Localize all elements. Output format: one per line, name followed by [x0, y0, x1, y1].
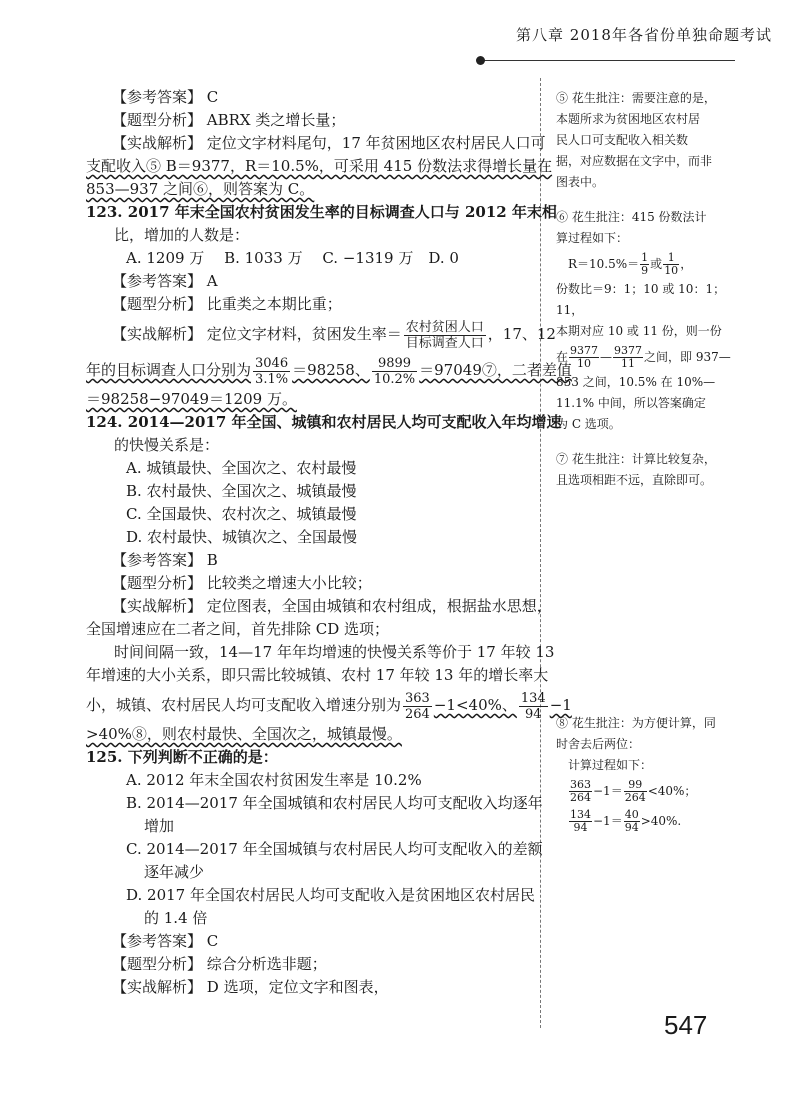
fraction-denominator: 94: [624, 821, 639, 834]
note-line: 853 之间，10.5% 在 10%—: [556, 375, 716, 389]
option-c-cont: 逐年减少: [144, 863, 205, 881]
option-c: C. 全国最快、农村次之、城镇最慢: [126, 505, 357, 523]
formula-fraction: [253, 356, 290, 387]
type-analysis: 【题型分析】 综合分析选非题；: [112, 955, 327, 973]
note-line: 份数比＝9：1；10 或 10：1；11，: [556, 282, 726, 317]
fraction-numerator: 363: [405, 690, 430, 706]
fraction-denominator: 264: [624, 791, 646, 804]
note-line: 本题所求为贫困地区农村居: [556, 112, 701, 126]
option-b: B. 农村最快、全国次之、城镇最慢: [126, 482, 357, 500]
answer-line: 【参考答案】 C: [112, 88, 219, 106]
note-5: [556, 88, 736, 193]
solution-line: 时间间隔一致，14—17 年年均增速的快慢关系等价于 17 年较 13: [114, 643, 555, 661]
note-text: 之间，即 937—: [644, 350, 731, 364]
fraction-numerator: 1: [641, 251, 649, 264]
option-a: A. 城镇最快、全国次之、农村最慢: [126, 459, 357, 477]
answer-line: 【参考答案】 B: [112, 551, 218, 569]
fraction-numerator: 9377: [570, 344, 599, 357]
note-line: 11.1% 中间，所以答案确定: [556, 396, 706, 410]
chapter-label: 第八章: [516, 26, 565, 44]
note-text: −1＝: [593, 814, 623, 828]
note-fraction: [569, 779, 592, 804]
fraction-denominator: 目标调查人口: [405, 335, 484, 351]
solution-text: ＝97049⑦，二者差值: [419, 361, 572, 379]
type-analysis: 【题型分析】 比重类之本期比重；: [112, 295, 342, 313]
solution-text: 【实战解析】 定位文字材料，贫困发生率＝: [112, 325, 402, 343]
solution-text: 小，城镇、农村居民人均可支配收入增速分别为: [86, 696, 402, 714]
solution-line: 支配收入⑤ B＝9377，R＝10.5%，可采用 415 份数法求得增长量在: [86, 157, 553, 175]
note-line: 计算过程如下：: [568, 758, 653, 772]
option-d-cont: 的 1.4 倍: [144, 909, 208, 927]
solution-line: >40%⑧，则农村最快、全国次之，城镇最慢。: [86, 725, 402, 743]
solution-line: 年增速的大小关系，即只需比较城镇、农村 17 年较 13 年的增长率大: [86, 666, 549, 684]
note-line: 图表中。: [556, 175, 605, 189]
note-formula: [556, 776, 736, 806]
solution-text: −1: [549, 696, 572, 714]
note-formula: [556, 806, 736, 836]
option-a: A. 2012 年末全国农村贫困发生率是 10.2%: [126, 771, 422, 789]
fraction-denominator: 3.1%: [255, 371, 289, 387]
fraction-numerator: 9899: [372, 356, 417, 372]
fraction-numerator: 134: [570, 808, 591, 821]
solution-text: ，17、12: [487, 325, 556, 343]
option-d: D. 2017 年全国农村居民人均可支配收入是贫困地区农村居民: [126, 886, 535, 904]
note-text: —: [600, 350, 613, 364]
option-d: D. 农村最快、城镇次之、全国最慢: [126, 528, 358, 546]
solution-text: −1<40%、: [433, 696, 517, 714]
fraction-numerator: 3046: [255, 355, 289, 371]
note-line: 算过程如下：: [556, 231, 629, 245]
fraction-denominator: 11: [621, 357, 636, 370]
fraction-denominator: 9: [641, 264, 649, 277]
note-line: ⑦ 花生批注：计算比较复杂，: [556, 452, 716, 466]
option-c: C. 2014—2017 年全国城镇与农村居民人均可支配收入的差额: [126, 840, 543, 858]
note-line: [556, 342, 736, 372]
question-123-options: A. 1209 万 B. 1033 万 C. −1319 万 D. 0: [126, 249, 459, 267]
fraction-numerator: 9377: [614, 344, 643, 357]
solution-line: 【实战解析】 D 选项，定位文字和图表，: [112, 978, 389, 996]
note-text: 在: [556, 350, 569, 364]
note-line: 本期对应 10 或 11 份，则一份: [556, 324, 722, 338]
header-rule: [480, 60, 735, 61]
question-124-cont: 的快慢关系是：: [114, 436, 220, 454]
answer-line: 【参考答案】 C: [112, 932, 219, 950]
note-line: ⑥ 花生批注：415 份数法计: [556, 210, 707, 224]
note-8: [556, 713, 736, 836]
option-b-cont: 增加: [144, 817, 175, 835]
page-number: 547: [664, 1010, 708, 1040]
note-text: −1＝: [593, 784, 623, 798]
solution-line: 【实战解析】 定位图表，全国由城镇和农村组成，根据盐水思想，: [112, 597, 552, 615]
question-124: 124. 2014—2017 年全国、城镇和农村居民人均可支配收入年均增速: [86, 413, 562, 431]
solution-line: [86, 352, 572, 388]
question-123-cont: 比，增加的人数是：: [114, 226, 250, 244]
note-text: >40%.: [640, 814, 682, 828]
solution-line: 【实战解析】 定位文字材料尾句，17 年贫困地区农村居民人口可: [112, 134, 546, 152]
answer-line: 【参考答案】 A: [112, 272, 218, 290]
note-fraction: [663, 252, 679, 277]
running-header: [516, 24, 772, 45]
note-line: 据，对应数据在文字中，而非: [556, 154, 713, 168]
side-notes: [556, 88, 736, 850]
solution-text: 年的目标调查人口分别为: [86, 361, 252, 379]
formula-fraction: [403, 691, 432, 722]
note-text: R＝10.5%＝: [568, 257, 640, 271]
note-line: 且选项相距不远，直除即可。: [556, 473, 713, 487]
solution-text: ＝98258、: [292, 361, 370, 379]
fraction-denominator: 10: [664, 264, 679, 277]
fraction-denominator: 264: [570, 791, 591, 804]
note-fraction: [640, 252, 649, 277]
formula-fraction: [519, 691, 548, 722]
chapter-title: 2018年各省份单独命题考试: [569, 26, 772, 44]
solution-line: [86, 687, 572, 723]
fraction-numerator: 1: [663, 252, 679, 265]
solution-line: [86, 316, 556, 352]
note-line: ⑤ 花生批注：需要注意的是，: [556, 91, 716, 105]
fraction-denominator: 264: [405, 706, 430, 722]
note-fraction: [624, 779, 647, 804]
note-line: 民人口可支配收入相关数: [556, 133, 689, 147]
note-fraction: [569, 809, 592, 834]
fraction-numerator: 134: [520, 690, 546, 706]
formula-fraction: [404, 320, 486, 351]
formula-fraction: [372, 356, 417, 387]
note-text: 或: [650, 257, 663, 271]
note-line: 为 C 选项。: [556, 417, 621, 431]
fraction-denominator: 94: [525, 706, 542, 722]
note-7: [556, 449, 736, 491]
note-6: [556, 207, 736, 435]
note-text: <40%；: [647, 784, 697, 798]
fraction-numerator: 363: [570, 778, 591, 791]
fraction-numerator: 99: [624, 779, 647, 792]
type-analysis: 【题型分析】 ABRX 类之增长量；: [112, 111, 346, 129]
fraction-denominator: 10.2%: [373, 371, 416, 387]
type-analysis: 【题型分析】 比较类之增速大小比较；: [112, 574, 372, 592]
note-line: 时舍去后两位：: [556, 737, 641, 751]
question-123: 123. 2017 年末全国农村贫困发生率的目标调查人口与 2012 年末相: [86, 203, 557, 221]
note-text: ，: [680, 257, 693, 271]
fraction-denominator: 94: [573, 821, 588, 834]
option-b: B. 2014—2017 年全国城镇和农村居民人均可支配收入均逐年: [126, 794, 543, 812]
question-125: 125. 下列判断不正确的是：: [86, 748, 278, 766]
note-formula: [556, 249, 736, 279]
note-fraction: [613, 345, 643, 370]
solution-line: 全国增速应在二者之间，首先排除 CD 选项；: [86, 620, 390, 638]
fraction-numerator: 农村贫困人口: [405, 319, 484, 335]
note-line: ⑧ 花生批注：为方便计算，同: [556, 716, 716, 730]
solution-line: ＝98258−97049＝1209 万。: [86, 390, 297, 408]
fraction-denominator: 10: [577, 357, 592, 370]
header-bullet: [476, 56, 485, 65]
main-column: [86, 86, 572, 999]
fraction-numerator: 40: [624, 808, 639, 821]
note-fraction: [624, 809, 640, 834]
solution-line: 853—937 之间⑥，则答案为 C。: [86, 180, 315, 198]
note-fraction: [569, 345, 599, 370]
